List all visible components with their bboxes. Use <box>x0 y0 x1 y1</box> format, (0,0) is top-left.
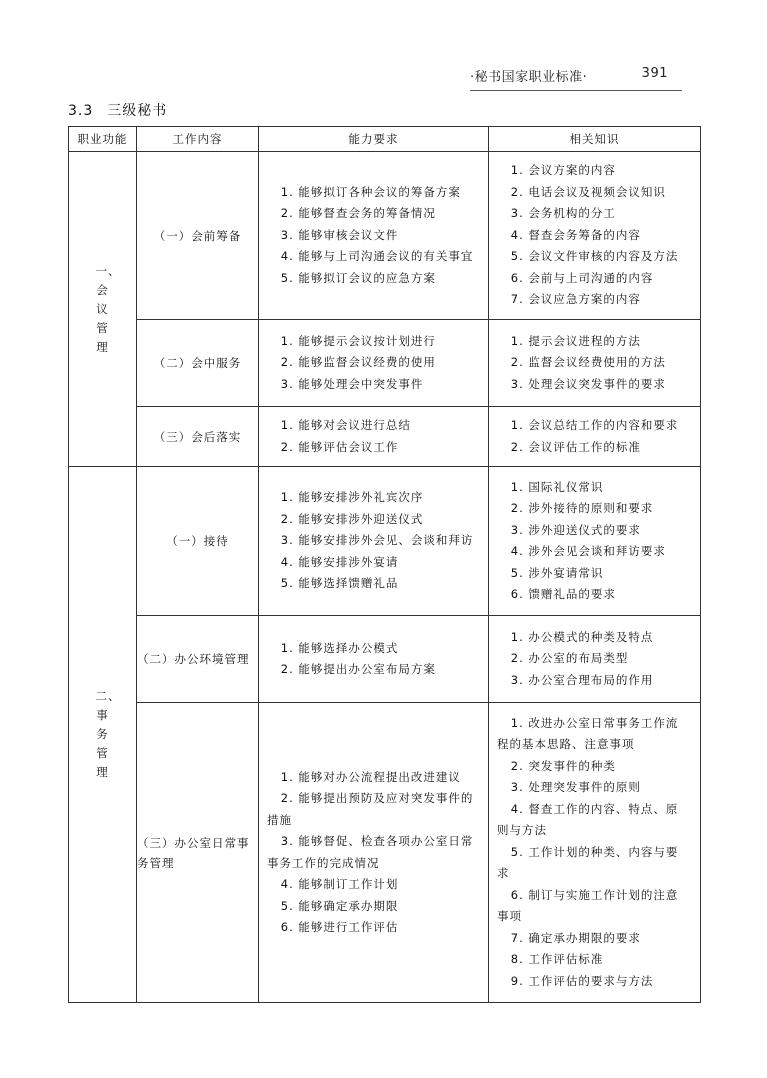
table-row <box>69 616 701 703</box>
ability-item: 4. 能够与上司沟通会议的有关事宜 <box>280 249 474 264</box>
work-cell: （一）接待 <box>137 467 259 616</box>
ability-item: 5. 能够选择馈赠礼品 <box>280 576 399 591</box>
knowledge-item: 3. 涉外迎送仪式的要求 <box>510 522 641 537</box>
knowledge-item: 3. 会务机构的分工 <box>510 206 616 221</box>
ability-item: 4. 能够安排涉外宴请 <box>280 554 399 569</box>
ability-cell <box>259 407 489 467</box>
ability-cell <box>259 467 489 616</box>
knowledge-item: 1. 会议总结工作的内容和要求 <box>510 418 679 432</box>
table-header-row <box>69 127 701 152</box>
ability-item: 6. 能够进行工作评估 <box>280 920 399 934</box>
ability-item: 2. 能够评估会议工作 <box>280 439 399 454</box>
knowledge-item: 1. 提示会议进程的方法 <box>510 333 641 348</box>
knowledge-item: 2. 会议评估工作的标准 <box>510 439 641 454</box>
ability-item: 1. 能够对会议进行总结 <box>280 418 411 432</box>
ability-item: 2. 能够提出办公室布局方案 <box>280 662 436 676</box>
table-row <box>69 320 701 407</box>
knowledge-item: 5. 会议文件审核的内容及方法 <box>510 249 679 264</box>
knowledge-item: 7. 会议应急方案的内容 <box>510 292 641 307</box>
work-cell: （三）办公室日常事务管理 <box>137 703 259 1003</box>
ability-item: 2. 能够督查会务的筹备情况 <box>280 206 436 221</box>
function-cell-affairs <box>69 467 137 1003</box>
ability-item: 3. 能够处理会中突发事件 <box>280 376 424 391</box>
column-header-knowledge: 相关知识 <box>489 127 701 152</box>
knowledge-item: 2. 涉外接待的原则和要求 <box>510 501 654 515</box>
column-header-work: 工作内容 <box>137 127 259 152</box>
ability-item: 1. 能够安排涉外礼宾次序 <box>280 490 424 505</box>
knowledge-item: 4. 涉外会见会谈和拜访要求 <box>510 544 666 558</box>
knowledge-item: 6. 制订与实施工作计划的注意事项 <box>497 887 679 924</box>
ability-item: 3. 能够安排涉外会见、会谈和拜访 <box>280 533 474 548</box>
ability-item: 3. 能够审核会议文件 <box>280 227 399 242</box>
table-row <box>69 407 701 467</box>
ability-item: 5. 能够确定承办期限 <box>280 898 399 913</box>
knowledge-item: 1. 国际礼仪常识 <box>510 479 604 494</box>
work-cell: （一）会前筹备 <box>137 152 259 320</box>
knowledge-item: 2. 电话会议及视频会议知识 <box>510 184 666 199</box>
section-title: 三级秘书 <box>107 103 168 119</box>
ability-item: 1. 能够选择办公模式 <box>280 640 399 655</box>
knowledge-item: 8. 工作评估标准 <box>510 952 604 967</box>
ability-cell <box>259 616 489 703</box>
knowledge-item: 3. 办公室合理布局的作用 <box>510 672 654 687</box>
knowledge-cell <box>489 467 701 616</box>
ability-cell <box>259 152 489 320</box>
knowledge-item: 4. 督查会务筹备的内容 <box>510 227 641 242</box>
knowledge-item: 5. 工作计划的种类、内容与要求 <box>497 844 679 881</box>
column-header-function: 职业功能 <box>69 127 137 152</box>
knowledge-item: 3. 处理突发事件的原则 <box>510 780 641 795</box>
section-number: 3.3 <box>68 103 94 119</box>
ability-item: 5. 能够拟订会议的应急方案 <box>280 270 436 285</box>
page-number: 391 <box>641 66 668 81</box>
ability-item: 4. 能够制订工作计划 <box>280 877 399 891</box>
work-cell: （三）会后落实 <box>137 407 259 467</box>
knowledge-item: 6. 会前与上司沟通的内容 <box>510 270 654 285</box>
work-cell: （二）办公环境管理 <box>137 616 259 703</box>
table-row <box>69 467 701 616</box>
knowledge-item: 6. 馈赠礼品的要求 <box>510 587 616 601</box>
knowledge-item: 5. 涉外宴请常识 <box>510 565 604 580</box>
knowledge-item: 7. 确定承办期限的要求 <box>510 930 641 945</box>
ability-item: 3. 能够督促、检查各项办公室日常事务工作的完成情况 <box>267 834 474 870</box>
section-heading <box>68 100 167 120</box>
knowledge-item: 9. 工作评估的要求与方法 <box>510 973 654 988</box>
function-name: 一、会议管理 <box>95 263 121 354</box>
knowledge-cell <box>489 703 701 1003</box>
ability-item: 2. 能够监督会议经费的使用 <box>280 355 436 370</box>
knowledge-cell <box>489 152 701 320</box>
ability-item: 1. 能够拟订各种会议的筹备方案 <box>280 184 461 199</box>
table-row <box>69 703 701 1003</box>
table-row <box>69 152 701 320</box>
ability-item: 2. 能够提出预防及应对突发事件的措施 <box>267 791 474 827</box>
running-header <box>470 66 682 91</box>
running-title: ·秘书国家职业标准· <box>470 70 588 85</box>
work-cell: （二）会中服务 <box>137 320 259 407</box>
knowledge-item: 2. 监督会议经费使用的方法 <box>510 355 666 370</box>
ability-cell <box>259 703 489 1003</box>
knowledge-item: 3. 处理会议突发事件的要求 <box>510 376 666 391</box>
knowledge-item: 2. 办公室的布局类型 <box>510 651 629 666</box>
column-header-ability: 能力要求 <box>259 127 489 152</box>
ability-item: 1. 能够提示会议按计划进行 <box>280 333 436 348</box>
ability-cell <box>259 320 489 407</box>
function-name: 二、事务管理 <box>95 689 121 779</box>
knowledge-item: 4. 督查工作的内容、特点、原则与方法 <box>497 801 679 838</box>
knowledge-item: 1. 办公模式的种类及特点 <box>510 629 654 644</box>
knowledge-item: 1. 会议方案的内容 <box>510 163 616 178</box>
knowledge-cell <box>489 320 701 407</box>
knowledge-item: 2. 突发事件的种类 <box>510 758 616 773</box>
function-cell-meeting <box>69 152 137 467</box>
standards-table <box>68 126 701 1003</box>
ability-item: 1. 能够对办公流程提出改进建议 <box>280 769 461 784</box>
knowledge-cell <box>489 616 701 703</box>
knowledge-item: 1. 改进办公室日常事务工作流程的基本思路、注意事项 <box>497 715 679 752</box>
ability-item: 2. 能够安排涉外迎送仪式 <box>280 511 424 526</box>
knowledge-cell <box>489 407 701 467</box>
